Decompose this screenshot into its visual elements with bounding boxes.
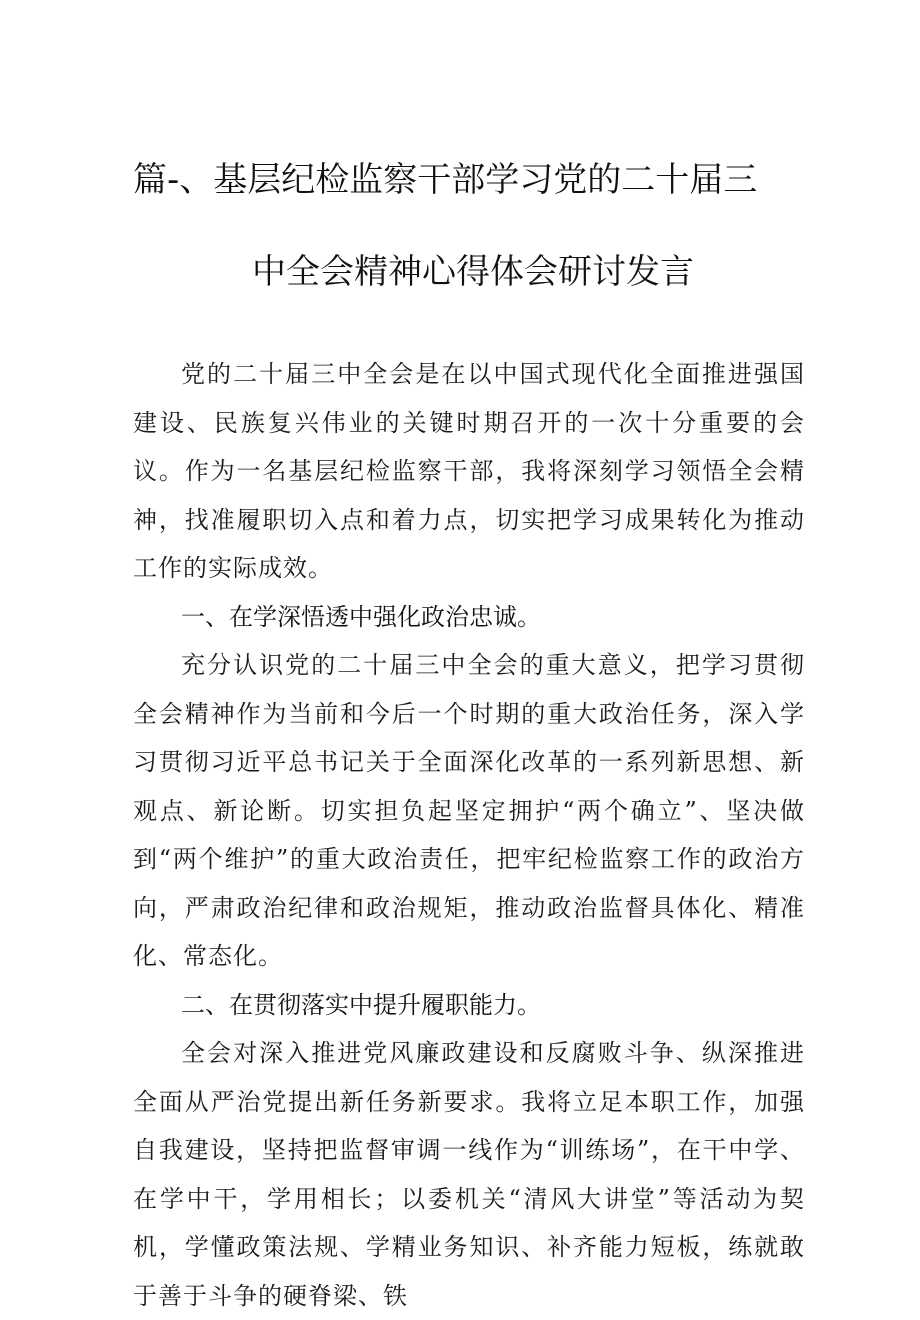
- section-heading-1: 一、在学深悟透中强化政治忠诚。: [181, 602, 541, 631]
- section-heading-2: 二、在贯彻落实中提升履职能力。: [181, 990, 541, 1019]
- section-2-paragraph: 全会对深入推进党风廉政建设和反腐败斗争、纵深推进全面从严治党提出新任务新要求。我将立足本职工作，加强自我建设，坚持把监督审调一线作为“训练场”，在干中学、在学中干，学用相长；以委机关“清风大讲堂”等活动为契机，学懂政策法规、学精业务知识、补齐能力短板，练就敢于善于斗争的硬脊梁、铁: [133, 1039, 805, 1310]
- document-body: [133, 350, 805, 1320]
- intro-paragraph: 党的二十届三中全会是在以中国式现代化全面推进强国建设、民族复兴伟业的关键时期召开的一次十分重要的会议。作为一名基层纪检监察干部，我将深刻学习领悟全会精神，找准履职切入点和着力点，切实把学习成果转化为推动工作的实际成效。: [133, 360, 805, 582]
- document-title-line-1: 篇-、基层纪检监察干部学习党的二十届三: [133, 160, 758, 200]
- section-1-paragraph: 充分认识党的二十届三中全会的重大意义，把学习贯彻全会精神作为当前和今后一个时期的重大政治任务，深入学习贯彻习近平总书记关于全面深化改革的一系列新思想、新观点、新论断。切实担负起坚定拥护“两个确立”、坚决做到“两个维护”的重大政治责任，把牢纪检监察工作的政治方向，严肃政治纪律和政治规矩，推动政治监督具体化、精准化、常态化。: [133, 651, 805, 970]
- document-title-line-2: 中全会精神心得体会研讨发言: [252, 252, 694, 292]
